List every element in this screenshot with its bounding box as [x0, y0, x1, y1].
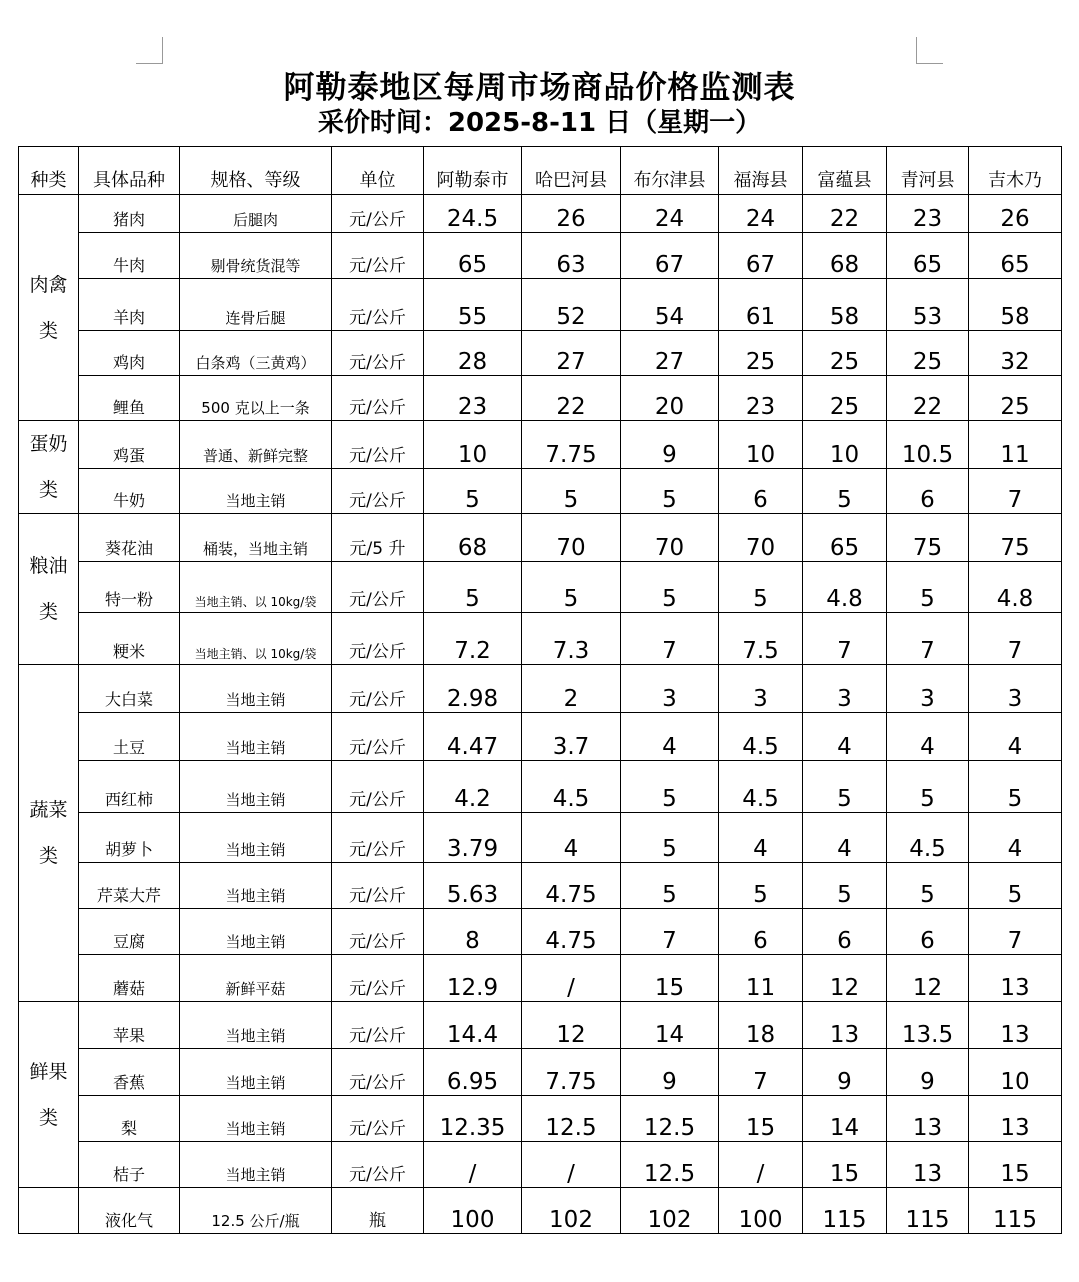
- price-cell: 28: [424, 331, 522, 376]
- item-unit: 元/公斤: [332, 562, 424, 613]
- item-name: 大白菜: [79, 665, 180, 713]
- price-cell: 18: [719, 1002, 803, 1049]
- price-cell: 9: [887, 1049, 969, 1096]
- price-cell: 4.75: [522, 909, 621, 955]
- item-name: 液化气: [79, 1188, 180, 1234]
- price-cell: 13: [969, 955, 1062, 1002]
- item-unit: 元/公斤: [332, 279, 424, 331]
- column-header: 吉木乃: [969, 147, 1062, 195]
- table-row: [19, 331, 1062, 376]
- price-cell: 5: [969, 863, 1062, 909]
- price-cell: 3: [719, 665, 803, 713]
- column-header: 规格、等级: [180, 147, 332, 195]
- table-row: [19, 1002, 1062, 1049]
- item-spec: 当地主销: [180, 813, 332, 863]
- price-cell: 5: [424, 469, 522, 514]
- item-unit: 元/公斤: [332, 421, 424, 469]
- price-cell: 115: [969, 1188, 1062, 1234]
- price-cell: 7.75: [522, 1049, 621, 1096]
- price-cell: 25: [803, 331, 887, 376]
- price-cell: 4.5: [522, 761, 621, 813]
- price-cell: 5: [719, 562, 803, 613]
- price-cell: 12.5: [621, 1142, 719, 1188]
- price-cell: 20: [621, 376, 719, 421]
- price-cell: 5: [522, 469, 621, 514]
- price-cell: 13: [803, 1002, 887, 1049]
- item-spec: 当地主销: [180, 863, 332, 909]
- column-header: 青河县: [887, 147, 969, 195]
- item-spec: 新鲜平菇: [180, 955, 332, 1002]
- price-cell: 55: [424, 279, 522, 331]
- price-cell: 7: [969, 613, 1062, 665]
- price-cell: 3.79: [424, 813, 522, 863]
- price-cell: 5: [621, 761, 719, 813]
- item-unit: 元/公斤: [332, 331, 424, 376]
- category-cell: [19, 1002, 79, 1188]
- category-name: 粮油: [29, 555, 68, 577]
- price-cell: 15: [969, 1142, 1062, 1188]
- price-cell: 4: [719, 813, 803, 863]
- price-cell: 7.3: [522, 613, 621, 665]
- item-unit: 元/公斤: [332, 376, 424, 421]
- item-name: 豆腐: [79, 909, 180, 955]
- item-spec: 当地主销: [180, 1049, 332, 1096]
- category-cell: [19, 195, 79, 421]
- price-cell: 4.8: [969, 562, 1062, 613]
- price-cell: 5: [621, 562, 719, 613]
- price-cell: 4: [969, 713, 1062, 761]
- category-suffix: 类: [38, 845, 58, 867]
- price-cell: 115: [803, 1188, 887, 1234]
- item-spec: 当地主销: [180, 469, 332, 514]
- price-cell: 100: [719, 1188, 803, 1234]
- item-unit: 元/公斤: [332, 1002, 424, 1049]
- price-cell: 54: [621, 279, 719, 331]
- item-name: 牛肉: [79, 233, 180, 279]
- price-cell: 5: [621, 813, 719, 863]
- price-cell: 7: [719, 1049, 803, 1096]
- price-cell: 13: [887, 1096, 969, 1142]
- item-unit: 元/公斤: [332, 761, 424, 813]
- price-cell: 65: [424, 233, 522, 279]
- table-row: [19, 613, 1062, 665]
- price-cell: 23: [887, 195, 969, 233]
- price-cell: 24: [719, 195, 803, 233]
- price-cell: 4.5: [887, 813, 969, 863]
- table-row: [19, 469, 1062, 514]
- price-cell: 7: [803, 613, 887, 665]
- item-spec: 后腿肉: [180, 195, 332, 233]
- column-header: 单位: [332, 147, 424, 195]
- item-unit: 元/公斤: [332, 195, 424, 233]
- item-name: 蘑菇: [79, 955, 180, 1002]
- price-cell: 10: [424, 421, 522, 469]
- price-cell: 12: [522, 1002, 621, 1049]
- price-cell: 70: [621, 514, 719, 562]
- item-name: 桔子: [79, 1142, 180, 1188]
- price-cell: 12.5: [621, 1096, 719, 1142]
- item-unit: 元/公斤: [332, 713, 424, 761]
- item-spec: 当地主销、以 10kg/袋: [180, 562, 332, 613]
- price-cell: 4: [522, 813, 621, 863]
- price-cell: 4: [969, 813, 1062, 863]
- table-row: [19, 195, 1062, 233]
- header-row: [19, 147, 1062, 195]
- price-cell: /: [424, 1142, 522, 1188]
- price-cell: 5: [887, 761, 969, 813]
- price-cell: 3.7: [522, 713, 621, 761]
- item-spec: 白条鸡（三黄鸡）: [180, 331, 332, 376]
- price-cell: 3: [803, 665, 887, 713]
- item-name: 鲤鱼: [79, 376, 180, 421]
- price-cell: 4.47: [424, 713, 522, 761]
- item-name: 香蕉: [79, 1049, 180, 1096]
- price-cell: 6: [719, 909, 803, 955]
- price-cell: 4.8: [803, 562, 887, 613]
- price-cell: 58: [969, 279, 1062, 331]
- item-name: 鸡蛋: [79, 421, 180, 469]
- price-cell: 5.63: [424, 863, 522, 909]
- category-name: 蛋奶: [29, 433, 68, 455]
- price-cell: 68: [803, 233, 887, 279]
- price-cell: 75: [887, 514, 969, 562]
- price-cell: 7: [887, 613, 969, 665]
- price-cell: 7.2: [424, 613, 522, 665]
- price-cell: 4: [621, 713, 719, 761]
- item-spec: 当地主销: [180, 761, 332, 813]
- item-spec: 当地主销、以 10kg/袋: [180, 613, 332, 665]
- price-cell: 9: [621, 1049, 719, 1096]
- table-row: [19, 1142, 1062, 1188]
- price-cell: 65: [969, 233, 1062, 279]
- price-cell: 5: [887, 562, 969, 613]
- price-cell: 102: [621, 1188, 719, 1234]
- item-spec: 500 克以上一条: [180, 376, 332, 421]
- price-cell: 5: [803, 469, 887, 514]
- price-cell: /: [522, 1142, 621, 1188]
- item-name: 苹果: [79, 1002, 180, 1049]
- category-name: 鲜果: [29, 1060, 68, 1083]
- table-row: [19, 1188, 1062, 1234]
- price-cell: 100: [424, 1188, 522, 1234]
- price-cell: 3: [969, 665, 1062, 713]
- price-cell: 12.5: [522, 1096, 621, 1142]
- item-name: 粳米: [79, 613, 180, 665]
- item-unit: 元/公斤: [332, 909, 424, 955]
- price-cell: /: [522, 955, 621, 1002]
- category-suffix: 类: [38, 601, 58, 623]
- item-name: 西红柿: [79, 761, 180, 813]
- price-cell: 26: [969, 195, 1062, 233]
- table-row: [19, 1049, 1062, 1096]
- table-row: [19, 421, 1062, 469]
- price-cell: 5: [969, 761, 1062, 813]
- table-row: [19, 909, 1062, 955]
- table-row: [19, 514, 1062, 562]
- price-cell: 13: [887, 1142, 969, 1188]
- price-cell: 25: [719, 331, 803, 376]
- item-name: 芹菜大芹: [79, 863, 180, 909]
- page-title: 阿勒泰地区每周市场商品价格监测表: [283, 70, 796, 106]
- price-cell: 9: [803, 1049, 887, 1096]
- item-unit: 元/公斤: [332, 665, 424, 713]
- table-row: [19, 1096, 1062, 1142]
- price-cell: 22: [887, 376, 969, 421]
- price-cell: 7: [621, 909, 719, 955]
- item-unit: 元/公斤: [332, 955, 424, 1002]
- price-cell: 52: [522, 279, 621, 331]
- category-suffix: 类: [38, 319, 58, 342]
- price-cell: 24: [621, 195, 719, 233]
- item-unit: 元/公斤: [332, 863, 424, 909]
- item-spec: 普通、新鲜完整: [180, 421, 332, 469]
- item-unit: 元/公斤: [332, 613, 424, 665]
- price-cell: 10.5: [887, 421, 969, 469]
- price-cell: 4.75: [522, 863, 621, 909]
- price-cell: 67: [719, 233, 803, 279]
- table-row: [19, 665, 1062, 713]
- price-table: [18, 146, 1062, 1234]
- price-cell: 2: [522, 665, 621, 713]
- price-cell: 15: [803, 1142, 887, 1188]
- table-row: [19, 761, 1062, 813]
- category-suffix: 类: [38, 479, 58, 501]
- category-cell: [19, 1188, 79, 1234]
- price-cell: 75: [969, 514, 1062, 562]
- price-cell: 27: [522, 331, 621, 376]
- price-cell: 102: [522, 1188, 621, 1234]
- price-cell: 23: [719, 376, 803, 421]
- price-cell: 5: [522, 562, 621, 613]
- category-cell: [19, 665, 79, 1002]
- item-name: 梨: [79, 1096, 180, 1142]
- item-name: 葵花油: [79, 514, 180, 562]
- item-unit: 元/公斤: [332, 1049, 424, 1096]
- corner-mark-right: [916, 37, 943, 64]
- item-spec: 桶装，当地主销: [180, 514, 332, 562]
- price-cell: 26: [522, 195, 621, 233]
- item-unit: 元/公斤: [332, 233, 424, 279]
- price-cell: 7.75: [522, 421, 621, 469]
- item-name: 猪肉: [79, 195, 180, 233]
- column-header: 具体品种: [79, 147, 180, 195]
- price-cell: 8: [424, 909, 522, 955]
- item-spec: 12.5 公斤/瓶: [180, 1188, 332, 1234]
- price-cell: 22: [522, 376, 621, 421]
- price-cell: 25: [887, 331, 969, 376]
- price-cell: 27: [621, 331, 719, 376]
- price-cell: 4.2: [424, 761, 522, 813]
- price-cell: 11: [969, 421, 1062, 469]
- corner-mark-left: [136, 37, 163, 64]
- price-cell: 5: [719, 863, 803, 909]
- item-spec: 剔骨统货混等: [180, 233, 332, 279]
- price-cell: 6: [887, 909, 969, 955]
- table-row: [19, 813, 1062, 863]
- price-cell: 115: [887, 1188, 969, 1234]
- price-cell: 3: [887, 665, 969, 713]
- item-unit: 元/公斤: [332, 813, 424, 863]
- table-row: [19, 713, 1062, 761]
- category-suffix: 类: [38, 1106, 58, 1129]
- price-cell: 24.5: [424, 195, 522, 233]
- item-spec: 当地主销: [180, 1142, 332, 1188]
- item-spec: 当地主销: [180, 1096, 332, 1142]
- price-cell: 4.5: [719, 761, 803, 813]
- price-cell: 5: [424, 562, 522, 613]
- price-cell: 5: [887, 863, 969, 909]
- item-name: 牛奶: [79, 469, 180, 514]
- price-cell: 12.35: [424, 1096, 522, 1142]
- price-cell: 5: [803, 863, 887, 909]
- table-row: [19, 863, 1062, 909]
- price-cell: 14.4: [424, 1002, 522, 1049]
- price-cell: 9: [621, 421, 719, 469]
- column-header: 福海县: [719, 147, 803, 195]
- price-cell: 6: [719, 469, 803, 514]
- table-row: [19, 233, 1062, 279]
- item-unit: 瓶: [332, 1188, 424, 1234]
- item-spec: 当地主销: [180, 713, 332, 761]
- price-cell: 32: [969, 331, 1062, 376]
- price-cell: 65: [803, 514, 887, 562]
- price-cell: 3: [621, 665, 719, 713]
- item-spec: 当地主销: [180, 665, 332, 713]
- price-cell: 15: [621, 955, 719, 1002]
- table-row: [19, 376, 1062, 421]
- category-cell: [19, 514, 79, 665]
- price-cell: 6: [803, 909, 887, 955]
- item-spec: 当地主销: [180, 1002, 332, 1049]
- price-cell: 5: [621, 863, 719, 909]
- item-unit: 元/公斤: [332, 1096, 424, 1142]
- column-header: 哈巴河县: [522, 147, 621, 195]
- price-cell: 14: [621, 1002, 719, 1049]
- price-cell: 6.95: [424, 1049, 522, 1096]
- item-name: 鸡肉: [79, 331, 180, 376]
- price-cell: 14: [803, 1096, 887, 1142]
- price-cell: 7.5: [719, 613, 803, 665]
- price-cell: 10: [803, 421, 887, 469]
- item-name: 胡萝卜: [79, 813, 180, 863]
- category-name: 蔬菜: [29, 799, 68, 821]
- price-cell: 13.5: [887, 1002, 969, 1049]
- price-cell: 67: [621, 233, 719, 279]
- item-unit: 元/公斤: [332, 1142, 424, 1188]
- price-cell: 12.9: [424, 955, 522, 1002]
- price-cell: 7: [969, 909, 1062, 955]
- price-cell: 10: [719, 421, 803, 469]
- price-cell: 70: [719, 514, 803, 562]
- price-cell: 4: [803, 713, 887, 761]
- price-cell: 6: [887, 469, 969, 514]
- price-cell: 4.5: [719, 713, 803, 761]
- column-header: 布尔津县: [621, 147, 719, 195]
- column-header: 种类: [19, 147, 79, 195]
- price-cell: 12: [803, 955, 887, 1002]
- price-cell: 13: [969, 1096, 1062, 1142]
- price-cell: 25: [969, 376, 1062, 421]
- price-cell: 5: [621, 469, 719, 514]
- price-cell: 63: [522, 233, 621, 279]
- price-cell: /: [719, 1142, 803, 1188]
- item-unit: 元/5 升: [332, 514, 424, 562]
- price-cell: 12: [887, 955, 969, 1002]
- page-subtitle: 采价时间：2025-8-11 日（星期一）: [317, 108, 762, 138]
- price-cell: 61: [719, 279, 803, 331]
- price-cell: 4: [803, 813, 887, 863]
- category-cell: [19, 421, 79, 514]
- price-cell: 5: [803, 761, 887, 813]
- table-row: [19, 279, 1062, 331]
- price-cell: 70: [522, 514, 621, 562]
- price-cell: 15: [719, 1096, 803, 1142]
- item-spec: 连骨后腿: [180, 279, 332, 331]
- price-cell: 53: [887, 279, 969, 331]
- price-cell: 2.98: [424, 665, 522, 713]
- price-cell: 25: [803, 376, 887, 421]
- price-cell: 7: [969, 469, 1062, 514]
- price-cell: 13: [969, 1002, 1062, 1049]
- item-unit: 元/公斤: [332, 469, 424, 514]
- item-name: 特一粉: [79, 562, 180, 613]
- price-cell: 65: [887, 233, 969, 279]
- column-header: 阿勒泰市: [424, 147, 522, 195]
- price-cell: 10: [969, 1049, 1062, 1096]
- price-cell: 4: [887, 713, 969, 761]
- table-row: [19, 955, 1062, 1002]
- price-cell: 22: [803, 195, 887, 233]
- price-cell: 11: [719, 955, 803, 1002]
- price-cell: 58: [803, 279, 887, 331]
- price-cell: 68: [424, 514, 522, 562]
- price-cell: 23: [424, 376, 522, 421]
- item-name: 羊肉: [79, 279, 180, 331]
- price-cell: 7: [621, 613, 719, 665]
- column-header: 富蕴县: [803, 147, 887, 195]
- item-spec: 当地主销: [180, 909, 332, 955]
- category-name: 肉禽: [29, 273, 68, 296]
- item-name: 土豆: [79, 713, 180, 761]
- table-row: [19, 562, 1062, 613]
